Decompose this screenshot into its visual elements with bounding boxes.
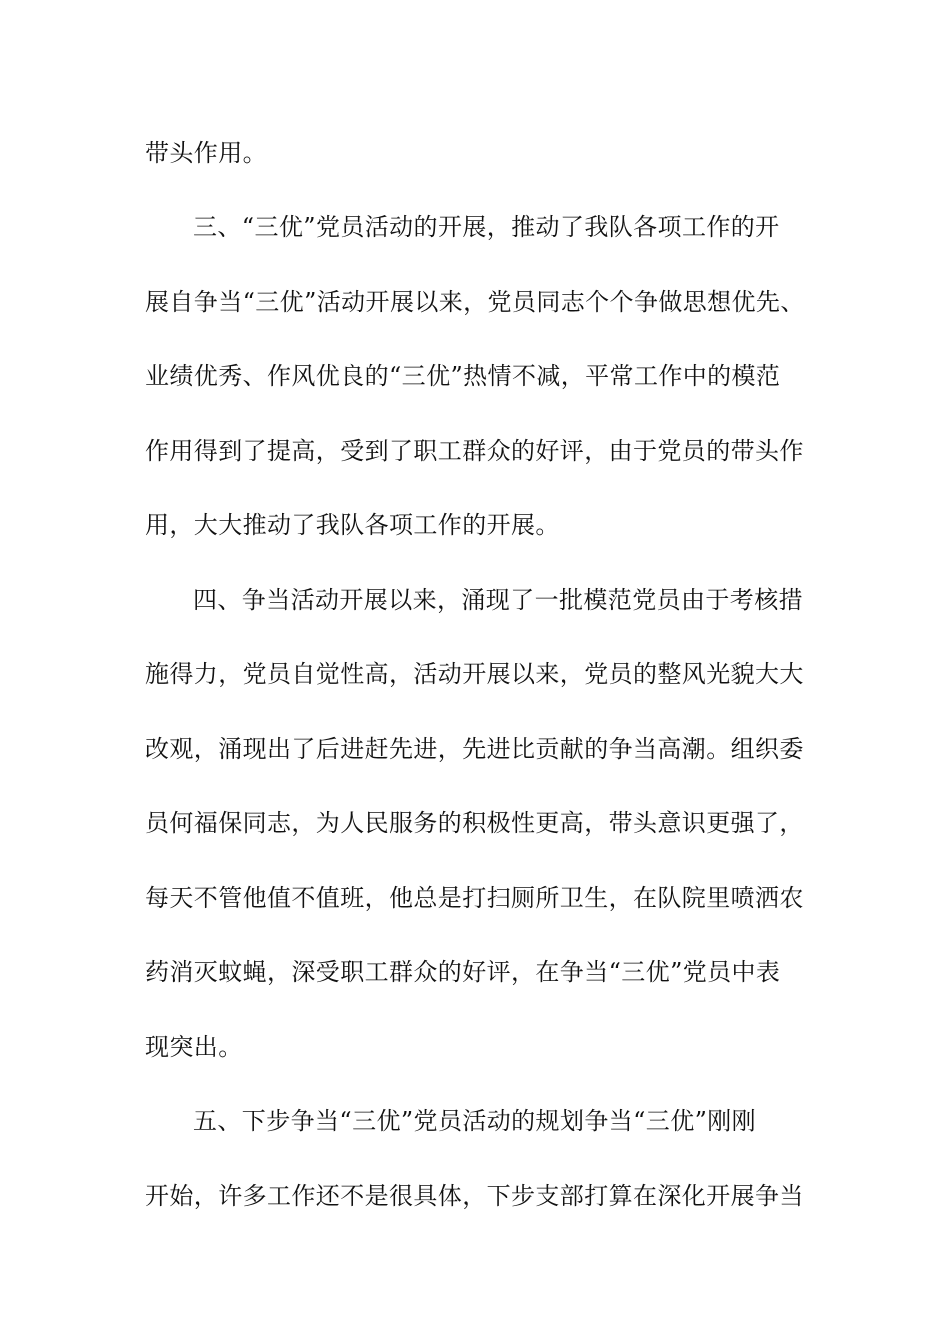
text-line-3: 展自争当“三优”活动开展以来，党员同志个个争做思想优先、 <box>145 288 805 316</box>
text-line-10: 员何福保同志，为人民服务的积极性更高，带头意识更强了， <box>145 809 804 837</box>
section-4-heading-line: 四、争当活动开展以来，涌现了一批模范党员由于考核措 <box>193 586 803 614</box>
text-line-12: 药消灭蚊蝇，深受职工群众的好评，在争当“三优”党员中表 <box>145 958 781 986</box>
text-line-5: 作用得到了提高，受到了职工群众的好评，由于党员的带头作 <box>145 437 804 465</box>
text-line-11: 每天不管他值不值班，他总是打扫厕所卫生，在队院里喷洒农 <box>145 884 804 912</box>
text-line-13: 现突出。 <box>145 1033 243 1061</box>
text-line-15: 开始，许多工作还不是很具体，下步支部打算在深化开展争当 <box>145 1182 804 1210</box>
text-line-6: 用，大大推动了我队各项工作的开展。 <box>145 511 560 539</box>
text-line-8: 施得力，党员自觉性高，活动开展以来，党员的整风光貌大大 <box>145 660 804 688</box>
text-line-1: 带头作用。 <box>145 139 267 167</box>
section-3-heading-line: 三、“三优”党员活动的开展，推动了我队各项工作的开 <box>193 213 780 241</box>
text-line-4: 业绩优秀、作风优良的“三优”热情不减，平常工作中的模范 <box>145 362 781 390</box>
text-line-9: 改观，涌现出了后进赶先进，先进比贡献的争当高潮。组织委 <box>145 735 804 763</box>
section-5-heading-line: 五、下步争当“三优”党员活动的规划争当“三优”刚刚 <box>193 1107 757 1135</box>
